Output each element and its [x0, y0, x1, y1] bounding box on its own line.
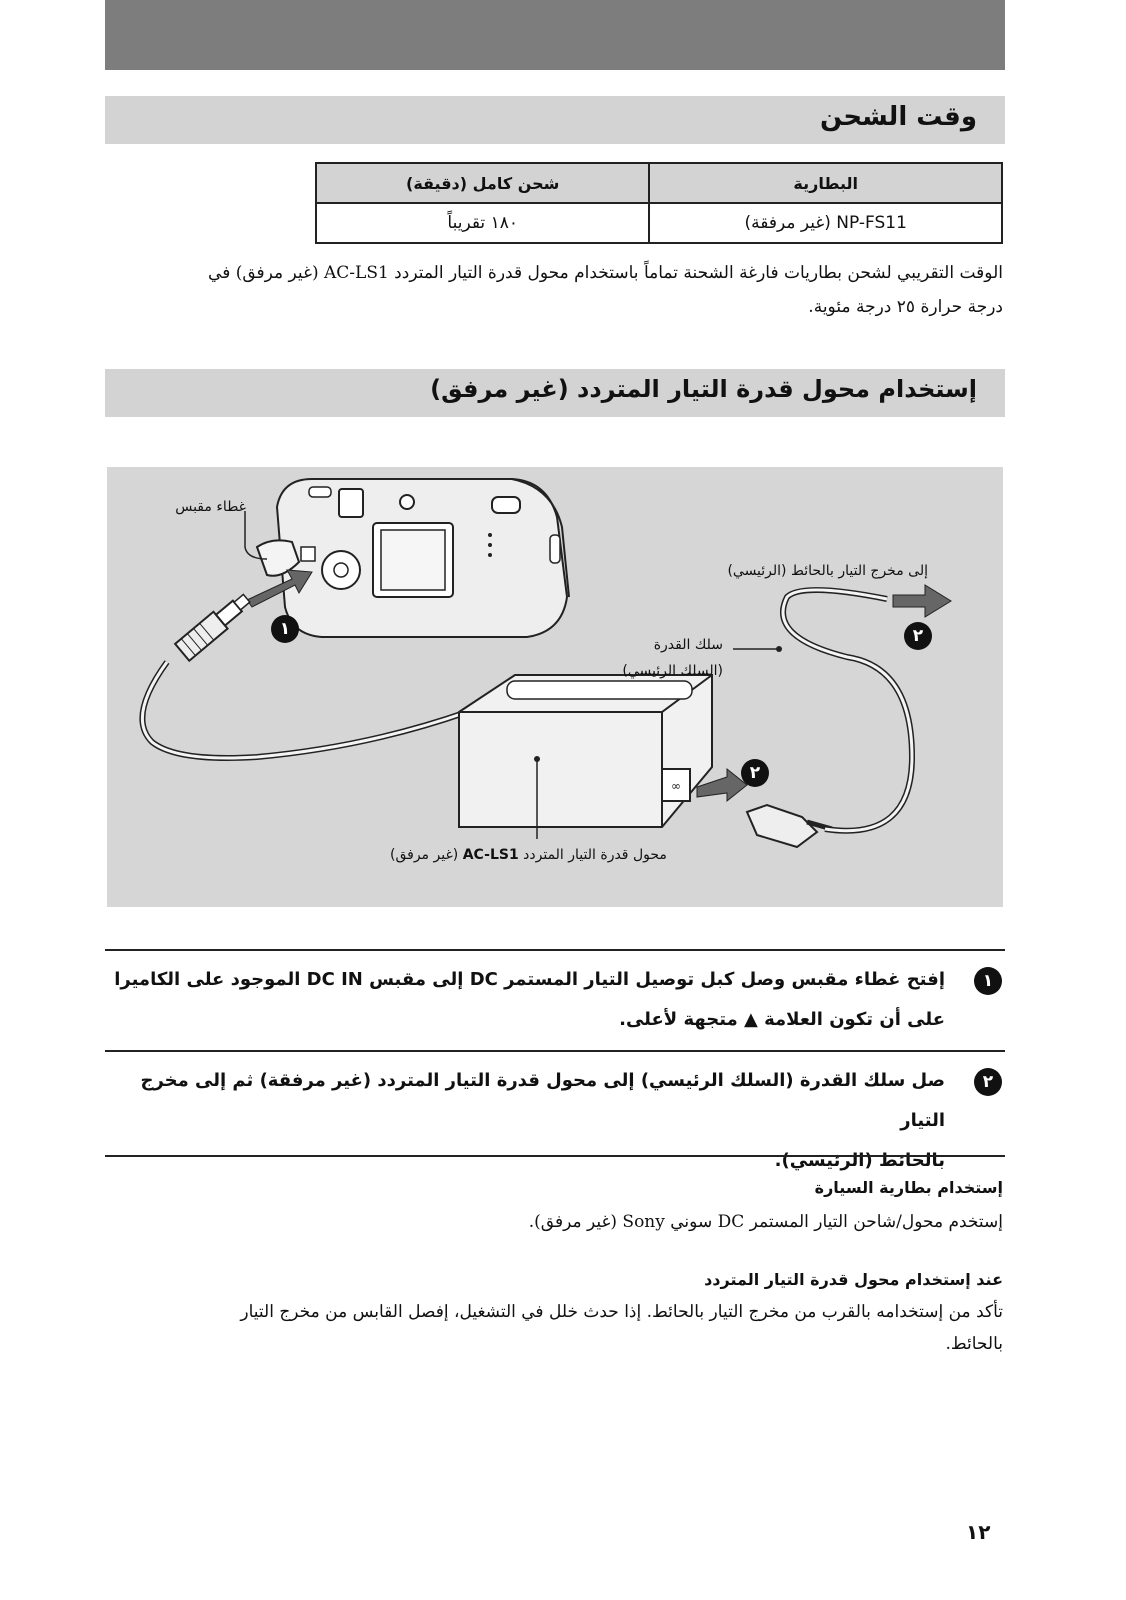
- car-battery-text: إستخدم محول/شاحن التيار المستمر DC سوني Sony (غير مرفق).: [528, 1212, 1003, 1232]
- step-line: إفتح غطاء مقبس وصل كبل توصيل التيار المستمر DC إلى مقبس DC IN الموجود على الكاميرا: [114, 969, 945, 990]
- diagram-marker-2: ٢: [741, 759, 769, 787]
- note-line: درجة حرارة ٢٥ درجة مئوية.: [808, 297, 1003, 317]
- section-title: إستخدام محول قدرة التيار المتردد (غير مرفق): [430, 375, 977, 403]
- label-ac-adapter-suffix: (غير مرفق): [390, 847, 459, 863]
- step-2-text: [105, 1061, 945, 1181]
- label-main-lead: (السلك الرئيسي): [622, 663, 723, 679]
- charging-note: [105, 256, 1003, 324]
- page-header-bar: [105, 0, 1005, 70]
- section-header-charging-time: [105, 96, 1005, 144]
- ac-usage-heading: عند إستخدام محول قدرة التيار المتردد: [704, 1270, 1003, 1289]
- connection-illustration: [107, 467, 1003, 907]
- divider: [105, 1155, 1005, 1157]
- note-line: الوقت التقريبي لشحن بطاريات فارغة الشحنة تماماً باستخدام محول قدرة التيار المتردد AC-LS1 (غير مرفق) في: [208, 263, 1003, 283]
- step-line: صل سلك القدرة (السلك الرئيسي) إلى محول قدرة التيار المتردد (غير مرفقة) ثم إلى مخرج التيار: [140, 1070, 945, 1131]
- outlet-arrow-icon: [893, 585, 951, 617]
- power-plug-illustration: [747, 805, 832, 847]
- label-ac-adapter-model: AC-LS1: [462, 847, 519, 863]
- diagram-marker-1: ١: [271, 615, 299, 643]
- step-number: ١: [974, 967, 1002, 995]
- step-line: بالحائط (الرئيسي).: [774, 1150, 945, 1171]
- dc-plug-illustration: [175, 590, 253, 661]
- connection-diagram: [107, 467, 1003, 907]
- label-to-wall-outlet: إلى مخرج التيار بالحائط (الرئيسي): [727, 563, 928, 579]
- divider: [105, 949, 1005, 951]
- divider: [105, 1050, 1005, 1052]
- label-jack-cover: غطاء مقبس: [175, 499, 246, 515]
- label-power-cord: سلك القدرة: [653, 637, 723, 653]
- label-ac-adapter-prefix: محول قدرة التيار المتردد: [523, 847, 667, 863]
- step-line: على أن تكون العلامة ▲ متجهة لأعلى.: [619, 1009, 945, 1030]
- section-title: وقت الشحن: [819, 102, 977, 132]
- step-number: ٢: [974, 1068, 1002, 1096]
- diagram-marker-2: ٢: [904, 622, 932, 650]
- table-header-cell: شحن كامل (دقيقة): [316, 163, 649, 203]
- table-cell: ١٨٠ تقريباً: [316, 203, 649, 243]
- step-1-text: [105, 960, 945, 1040]
- table-header-row: [316, 163, 1002, 203]
- label-ac-adapter: [390, 847, 667, 863]
- table-header-cell: البطارية: [649, 163, 1002, 203]
- ac-usage-text: [105, 1296, 1003, 1360]
- ac-usage-line: بالحائط.: [945, 1334, 1003, 1354]
- section-header-ac-adapter: [105, 369, 1005, 417]
- camera-illustration: [277, 479, 569, 637]
- car-battery-heading: إستخدام بطارية السيارة: [814, 1178, 1003, 1197]
- svg-text:∞: ∞: [671, 779, 681, 793]
- table-cell: NP-FS11 (غير مرفقة): [649, 203, 1002, 243]
- ac-usage-line: تأكد من إستخدامه بالقرب من مخرج التيار بالحائط. إذا حدث خلل في التشغيل، إفصل القابس من مخرج التيار: [240, 1302, 1003, 1322]
- charging-time-table: [315, 162, 1003, 244]
- page-number: ١٢: [966, 1520, 991, 1544]
- table-row: [316, 203, 1002, 243]
- ac-adapter-illustration: [459, 675, 712, 827]
